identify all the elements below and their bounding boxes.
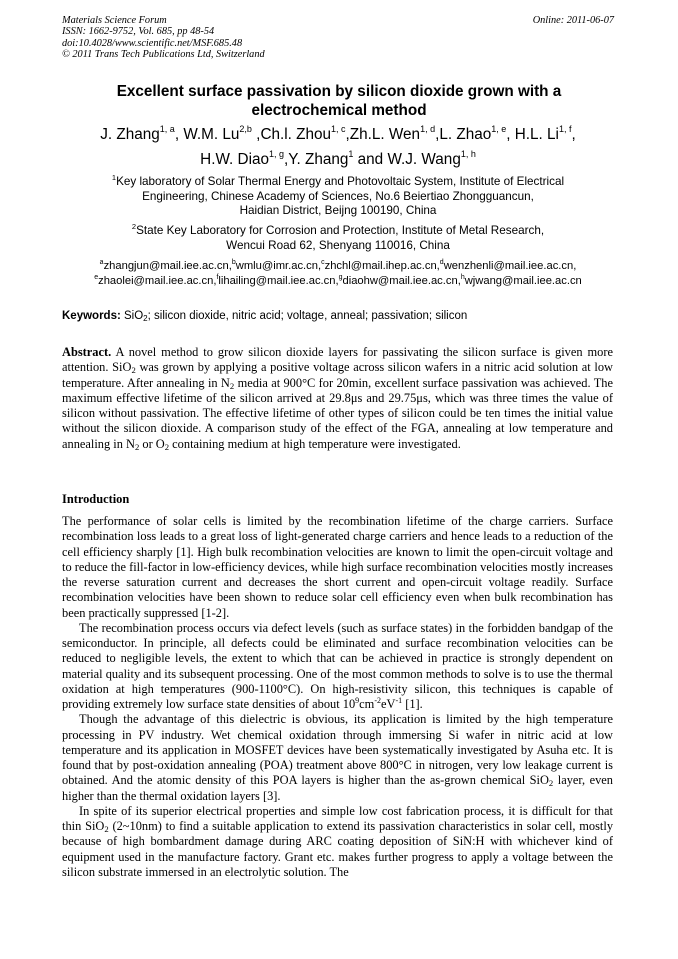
affiliation-line: Wencui Road 62, Shenyang 110016, China [226, 238, 450, 252]
author-list [62, 122, 614, 172]
title-line: Excellent surface passivation by silicon dioxide grown with a [116, 83, 562, 100]
email-mark: c [321, 259, 325, 266]
email-mark: f [216, 274, 219, 281]
author-name: H.L. Li [514, 126, 559, 143]
author-name: L. Zhao [439, 126, 492, 143]
journal-header [62, 15, 614, 60]
subscript: 2 [134, 441, 140, 452]
affiliation-mark: 1 [111, 173, 117, 182]
affiliation-line: Engineering, Chinese Academy of Sciences, No.6 Beiertiao Zhongguancun, [142, 189, 534, 203]
paper-title [80, 82, 598, 120]
section-heading: Introduction [62, 492, 130, 506]
abstract-label: Abstract. [62, 345, 112, 359]
author-name: W.M. Lu [183, 126, 240, 143]
paragraph: The performance of solar cells is limited by the recombination lifetime of the charge carriers. Surface recombination loss leads to a great loss of light-generated charge carriers and hence leads to a reduction of the cell efficiency sharply [1]. High bulk recombination velocities are known to limit the open-circuit voltage and to reduce the fill-factor in low-efficiency devices, while high surface recombination velocities mostly increases the reverse saturation current and decreases the short current and open-circuit voltage readily. Surface recombination velocities have been shown to reduce solar cell efficiency even when bulk recombination has been practically suppressed [1-2]. [62, 514, 613, 620]
paragraph-text: cm [359, 697, 375, 711]
author-affil-mark: 1, a [159, 124, 175, 134]
email-address[interactable]: zhaolei@mail.iee.ac.cn, [98, 275, 217, 287]
author-name: W.J. Wang [387, 151, 461, 168]
author-emails [62, 259, 614, 289]
subscript: 2 [143, 314, 148, 323]
keywords-label: Keywords: [62, 310, 121, 322]
subscript: 2 [229, 380, 235, 391]
paragraph-text: eV [380, 697, 396, 711]
subscript: 2 [104, 824, 109, 834]
author-separator: , [174, 126, 184, 143]
abstract-text: A novel method to grow silicon dioxide layers for passivating the silicon surface is given more attention. SiO [62, 345, 613, 375]
paragraph [62, 621, 613, 713]
author-affil-mark: 2,b [239, 124, 252, 134]
paragraph-text: layer, even higher than the thermal oxidation layers [3]. [62, 773, 613, 803]
subscript: 2 [131, 365, 136, 376]
email-mark: a [99, 259, 104, 266]
email-address[interactable]: wenzhenli@mail.iee.ac.cn, [443, 260, 577, 272]
introduction-body [62, 514, 613, 880]
copyright-line: © 2011 Trans Tech Publications Ltd, Switzerland [62, 48, 265, 60]
email-address[interactable]: lihailing@mail.iee.ac.cn, [218, 275, 339, 287]
abstract [62, 345, 613, 452]
affiliation-line: Key laboratory of Solar Thermal Energy and Photovoltaic System, Institute of Electrical [116, 175, 565, 188]
subscript: 2 [164, 441, 170, 452]
author-name: Zh.L. Wen [349, 126, 421, 143]
paragraph-text: Though the advantage of this dielectric is obvious, its application is limited by the high temperature processing in PV industry. Wet chemical oxidation through immersing Si wafer in nitric acid at low temperature and its application in MOSFET devices have been systematically investigated by Asuha etc. It is found that by post-oxidation annealing (POA) treatment above 800°C in nitrogen, very low leakage current is obtained. And the atomic density of this POA layers is higher than the as-grown chemical SiO [62, 712, 613, 788]
paragraph [62, 804, 613, 880]
email-mark: d [439, 259, 444, 266]
author-affil-mark: 1, c [331, 124, 346, 134]
affiliation-line: Haidian District, Beijng 100190, China [239, 204, 437, 218]
author-affil-mark: 1, h [460, 149, 476, 159]
email-address[interactable]: zhchl@mail.ihep.ac.cn, [324, 260, 440, 272]
superscript: -2 [374, 696, 381, 705]
email-mark: b [231, 259, 236, 266]
author-separator: , [571, 126, 576, 143]
author-affil-mark: 1, f [558, 124, 572, 134]
affiliation-line: State Key Laboratory for Corrosion and Protection, Institute of Metal Research, [136, 224, 545, 237]
subscript: 2 [548, 778, 554, 789]
email-address[interactable]: zhangjun@mail.iee.ac.cn, [103, 260, 232, 272]
abstract-text: containing medium at high temperature were investigated. [169, 436, 461, 451]
abstract-text: or O [139, 436, 165, 451]
affiliation-2 [62, 224, 614, 253]
author-name: Ch.l. Zhou [260, 126, 332, 143]
author-affil-mark: 1, g [269, 149, 285, 159]
author-separator: , [345, 126, 350, 143]
email-mark: h [460, 274, 465, 281]
paragraph [62, 712, 613, 804]
email-mark: e [94, 274, 99, 281]
abstract-text: was grown by applying a positive voltage across silicon wafers in a nitric acid solution at low temperature. After annealing in N [62, 360, 613, 390]
paragraph-text: The recombination process occurs via defect levels (such as surface states) in the forbidden bandgap of the semiconductor. In principle, all defects could be eliminated and surface recombination velocities can be reduced to negligible levels, the extent to which that can be achieved in practice is strongly dependent on material quality and its subsequent processing. One of the most common methods to solve is to use the thermal oxidation at high temperatures (900-1100°C). On high-resistivity silicon, this techniques is capable of providing extremely low surface state densities of about 10 [62, 620, 613, 711]
author-separator: , [506, 126, 515, 143]
paragraph-text: (2~10nm) to find a suitable application to extend its passivation characteristics in solar cell, mostly because of high bombardment damage during ARC coating deposition of SiN:H with whichever kind of equipment used in the manufacture factory. Grant etc. makes further progress to apply a voltage between the silicon substrate immersed in an electrolytic solution. The [62, 819, 614, 879]
author-separator: , [284, 151, 289, 168]
superscript: 9 [355, 696, 360, 705]
abstract-text: media at 900°C for 20min, excellent surface passivation was achieved. The maximum effective lifetime of the silicon arrived at 29.8μs and 29.75μs, which was three times the value of silicon without passivation. The effective lifetime of other types of silicon could be ten times the initial value without the silicon dioxide. A comparison study of the effect of the FGA, annealing at low temperature and annealing in N [62, 375, 613, 451]
keywords [62, 309, 614, 323]
author-affil-mark: 1, e [491, 124, 507, 134]
author-separator: , [435, 126, 440, 143]
affiliation-1 [62, 175, 614, 219]
journal-name: Materials Science Forum [62, 15, 167, 26]
keywords-text: SiO [120, 310, 144, 322]
author-affil-mark: 1 [348, 149, 354, 159]
email-address[interactable]: wjwang@mail.iee.ac.cn [464, 275, 582, 287]
author-separator: , [251, 126, 261, 143]
affiliation-mark: 2 [131, 222, 137, 231]
issn-line: ISSN: 1662-9752, Vol. 685, pp 48-54 [62, 26, 215, 38]
author-affil-mark: 1, d [420, 124, 436, 134]
paragraph-text: [1]. [402, 697, 423, 711]
author-separator: and [353, 151, 388, 168]
author-name: H.W. Diao [200, 151, 270, 168]
online-date: Online: 2011-06-07 [532, 15, 614, 26]
email-address[interactable]: diaohw@mail.iee.ac.cn, [342, 275, 461, 287]
keywords-text: ; silicon dioxide, nitric acid; voltage, anneal; passivation; silicon [147, 310, 468, 322]
paragraph-text: In spite of its superior electrical properties and simple low cost fabrication process, it is difficult for that thin SiO [62, 803, 613, 833]
author-name: Y. Zhang [288, 151, 349, 168]
author-name: J. Zhang [100, 126, 160, 143]
email-mark: g [338, 274, 343, 281]
doi-line: doi:10.4028/www.scientific.net/MSF.685.48 [62, 37, 243, 49]
superscript: -1 [395, 696, 403, 705]
email-address[interactable]: wmlu@imr.ac.cn, [235, 260, 322, 272]
title-line: electrochemical method [251, 102, 427, 119]
